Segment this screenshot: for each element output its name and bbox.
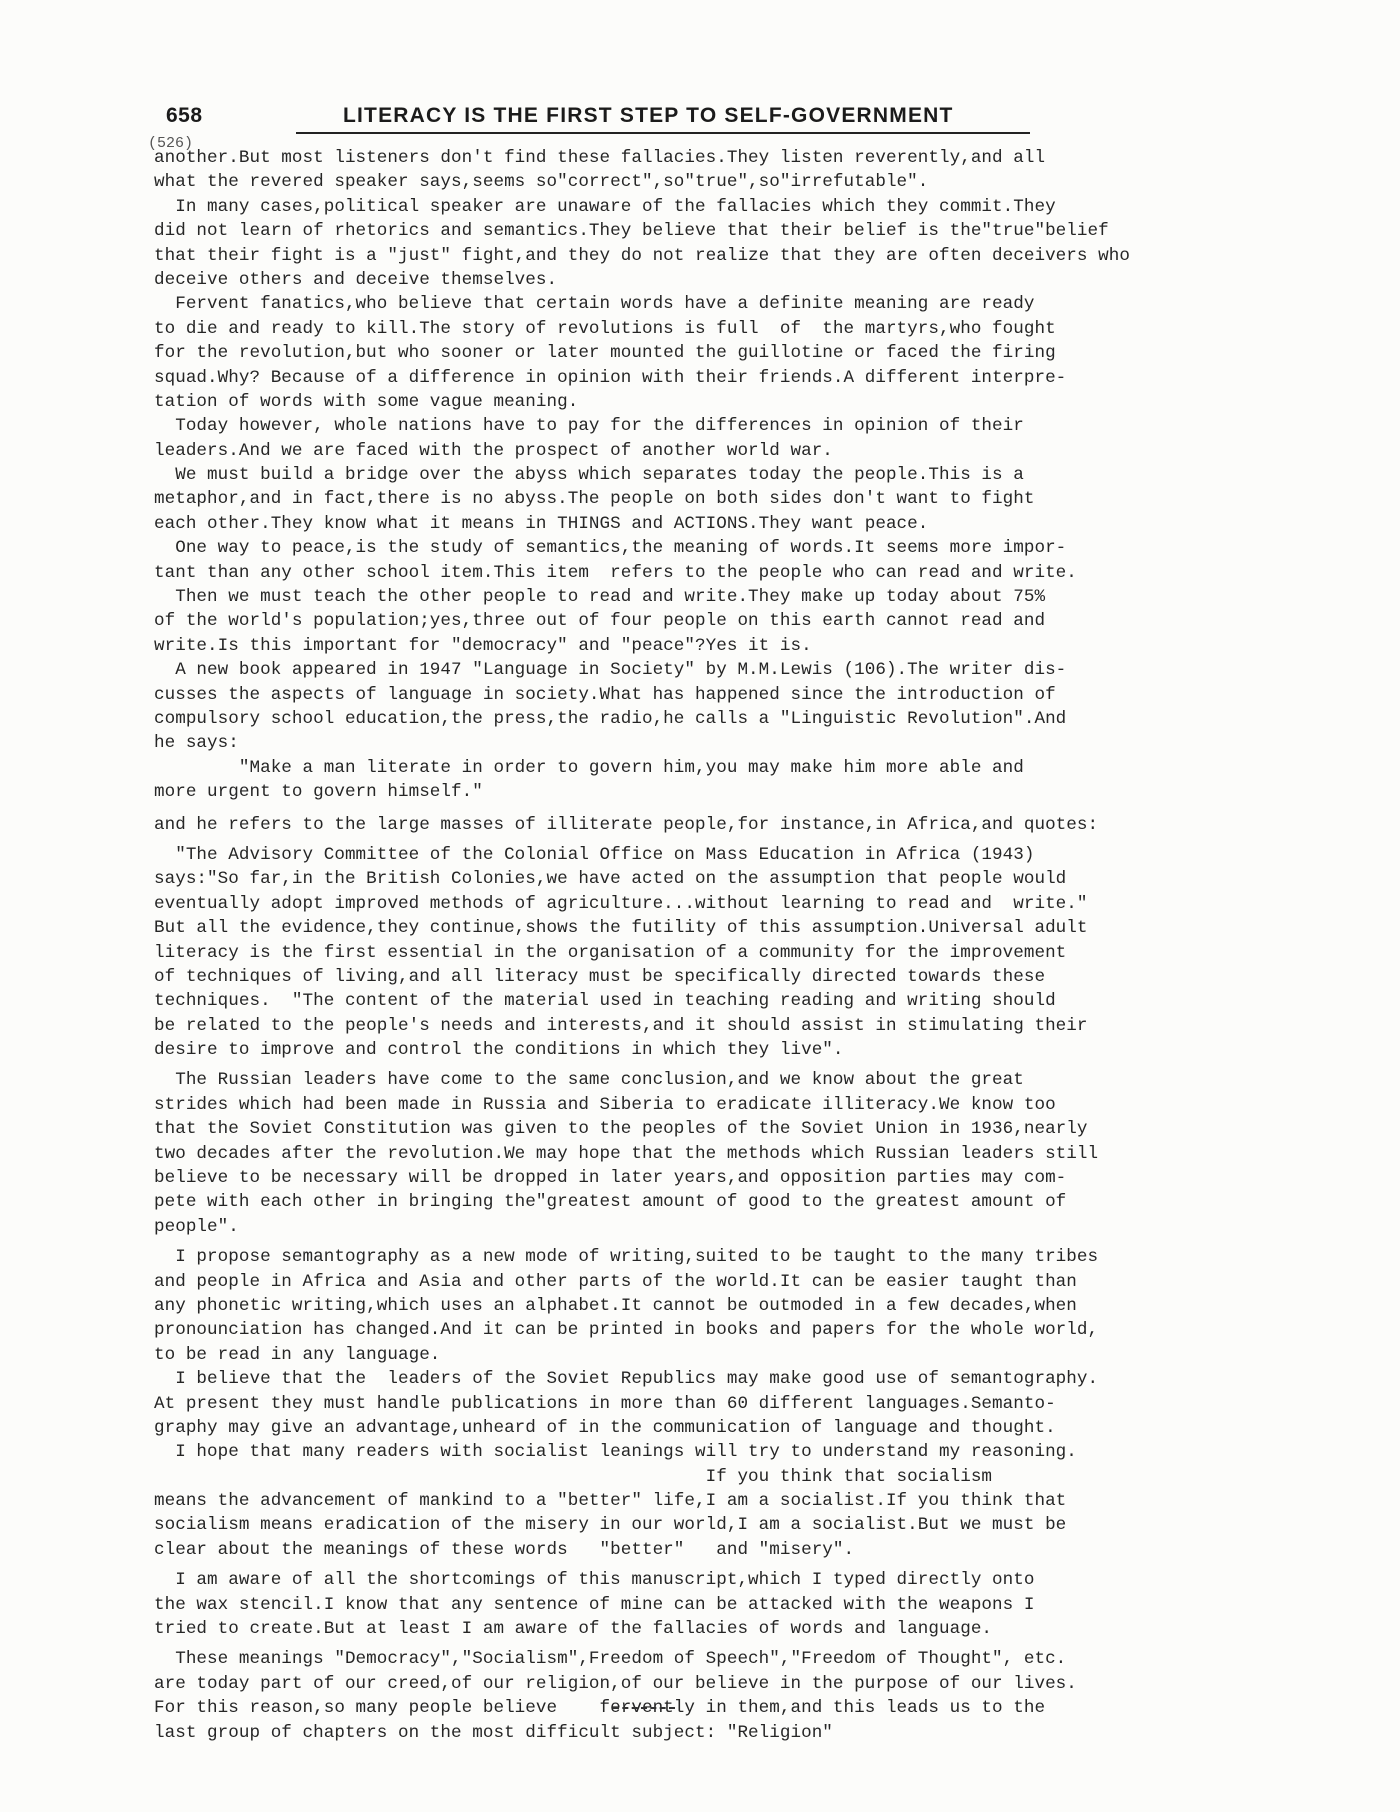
text-line: for the revolution,but who sooner or later mounted the guillotine or faced the firing xyxy=(154,343,1056,364)
text-line: and he refers to the large masses of illiterate people,for instance,in Africa,and quotes: xyxy=(154,814,1099,835)
text-line: that their fight is a "just" fight,and they do not realize that they are often deceivers who xyxy=(154,245,1130,266)
text-line: For this reason,so many people believe fervently in them,and this leads us to the xyxy=(154,1698,1046,1719)
running-title: LITERACY IS THE FIRST STEP TO SELF-GOVERNMENT xyxy=(343,104,954,127)
text-line: to be read in any language. xyxy=(154,1344,441,1365)
header-rule xyxy=(296,132,1030,134)
text-line: tation of words with some vague meaning. xyxy=(154,391,579,412)
text-line: I believe that the leaders of the Soviet Republics may make good use of semantography. xyxy=(154,1369,1099,1390)
text-line: At present they must handle publications in more than 60 different languages.Semanto- xyxy=(154,1393,1056,1414)
text-line: the wax stencil.I know that any sentence of mine can be attacked with the weapons I xyxy=(154,1594,1035,1615)
text-line: did not learn of rhetorics and semantics.They believe that their belief is the"true"belief xyxy=(154,221,1109,242)
text-line: people". xyxy=(154,1216,239,1237)
text-line: pete with each other in bringing the"greatest amount of good to the greatest amount of xyxy=(154,1192,1067,1213)
text-line: leaders.And we are faced with the prospect of another world war. xyxy=(154,440,833,461)
text-line: be related to the people's needs and interests,and it should assist in stimulating their xyxy=(154,1015,1088,1036)
original-page-number: (526) xyxy=(148,135,194,152)
text-line: Today however, whole nations have to pay for the differences in opinion of their xyxy=(154,416,1024,437)
text-line: techniques. "The content of the material used in teaching reading and writing should xyxy=(154,991,1056,1012)
text-line: tried to create.But at least I am aware of the fallacies of words and language. xyxy=(154,1619,993,1640)
text-line: We must build a bridge over the abyss which separates today the people.This is a xyxy=(154,465,1024,486)
text-line: deceive others and deceive themselves. xyxy=(154,269,558,290)
text-line: One way to peace,is the study of semantics,the meaning of words.It seems more impor- xyxy=(154,538,1067,559)
text-line: he says: xyxy=(154,733,239,754)
text-line: "Make a man literate in order to govern him,you may make him more able and xyxy=(154,757,1024,778)
text-line: any phonetic writing,which uses an alphabet.It cannot be outmoded in a few decades,when xyxy=(154,1295,1077,1316)
text-line: cusses the aspects of language in society.What has happened since the introduction of xyxy=(154,684,1056,705)
text-line: But all the evidence,they continue,shows the futility of this assumption.Universal adult xyxy=(154,918,1088,939)
text-line: metaphor,and in fact,there is no abyss.The people on both sides don't want to fight xyxy=(154,489,1035,510)
text-line: two decades after the revolution.We may hope that the methods which Russian leaders still xyxy=(154,1143,1099,1164)
page-header xyxy=(166,100,1030,136)
body-text xyxy=(154,146,1254,1745)
text-line: If you think that socialism xyxy=(154,1466,993,1487)
text-line: literacy is the first essential in the organisation of a community for the improvement xyxy=(154,942,1067,963)
text-line: I hope that many readers with socialist leanings will try to understand my reasoning. xyxy=(154,1442,1077,1463)
text-line: graphy may give an advantage,unheard of in the communication of language and thought. xyxy=(154,1417,1056,1438)
text-line: desire to improve and control the conditions in which they live". xyxy=(154,1040,844,1061)
text-line: I am aware of all the shortcomings of this manuscript,which I typed directly onto xyxy=(154,1570,1035,1591)
text-line: of the world's population;yes,three out of four people on this earth cannot read and xyxy=(154,611,1046,632)
text-line: "The Advisory Committee of the Colonial Office on Mass Education in Africa (1943) xyxy=(154,844,1035,865)
text-line: tant than any other school item.This item refers to the people who can read and write. xyxy=(154,562,1077,583)
text-line: eventually adopt improved methods of agriculture...without learning to read and write." xyxy=(154,893,1088,914)
text-line: another.But most listeners don't find these fallacies.They listen reverently,and all xyxy=(154,148,1046,168)
text-line: I propose semantography as a new mode of writing,suited to be taught to the many tribes xyxy=(154,1247,1099,1268)
text-line: compulsory school education,the press,the radio,he calls a "Linguistic Revolution".And xyxy=(154,708,1067,729)
text-line: believe to be necessary will be dropped in later years,and opposition parties may com- xyxy=(154,1168,1067,1189)
text-line: Fervent fanatics,who believe that certain words have a definite meaning are ready xyxy=(154,294,1035,315)
text-line: says:"So far,in the British Colonies,we have acted on the assumption that people would xyxy=(154,869,1067,890)
text-line: of techniques of living,and all literacy must be specifically directed towards these xyxy=(154,966,1046,987)
text-line: In many cases,political speaker are unaware of the fallacies which they commit.They xyxy=(154,196,1056,217)
page-number: 658 xyxy=(166,104,203,127)
text-line: means the advancement of mankind to a "better" life,I am a socialist.If you think that xyxy=(154,1491,1067,1512)
text-line: These meanings "Democracy","Socialism",Freedom of Speech","Freedom of Thought", etc. xyxy=(154,1649,1067,1670)
text-line: socialism means eradication of the misery in our world,I am a socialist.But we must be xyxy=(154,1515,1067,1536)
text-line: The Russian leaders have come to the same conclusion,and we know about the great xyxy=(154,1070,1024,1091)
text-line: last group of chapters on the most difficult subject: "Religion" xyxy=(154,1722,833,1743)
text-line: strides which had been made in Russia and Siberia to eradicate illiteracy.We know too xyxy=(154,1094,1056,1115)
text-line: to die and ready to kill.The story of revolutions is full of the martyrs,who fought xyxy=(154,318,1056,339)
underline-mark xyxy=(613,1707,675,1709)
text-line: each other.They know what it means in THINGS and ACTIONS.They want peace. xyxy=(154,513,929,534)
text-line: more urgent to govern himself." xyxy=(154,782,483,803)
text-line: write.Is this important for "democracy" and "peace"?Yes it is. xyxy=(154,635,812,656)
text-line: squad.Why? Because of a difference in opinion with their friends.A different interpre- xyxy=(154,367,1067,388)
text-line: clear about the meanings of these words "better" and "misery". xyxy=(154,1539,855,1560)
paragraph-gap xyxy=(154,805,1254,813)
text-line: pronounciation has changed.And it can be printed in books and papers for the whole world, xyxy=(154,1320,1099,1341)
text-line: Then we must teach the other people to read and write.They make up today about 75% xyxy=(154,587,1046,608)
text-line: what the revered speaker says,seems so"correct",so"true",so"irrefutable". xyxy=(154,172,929,193)
text-line: that the Soviet Constitution was given to the peoples of the Soviet Union in 1936,nearly xyxy=(154,1119,1088,1140)
text-line: and people in Africa and Asia and other parts of the world.It can be easier taught than xyxy=(154,1271,1077,1292)
text-line: are today part of our creed,of our religion,of our believe in the purpose of our lives. xyxy=(154,1673,1077,1694)
text-line: A new book appeared in 1947 "Language in Society" by M.M.Lewis (106).The writer dis- xyxy=(154,660,1067,681)
